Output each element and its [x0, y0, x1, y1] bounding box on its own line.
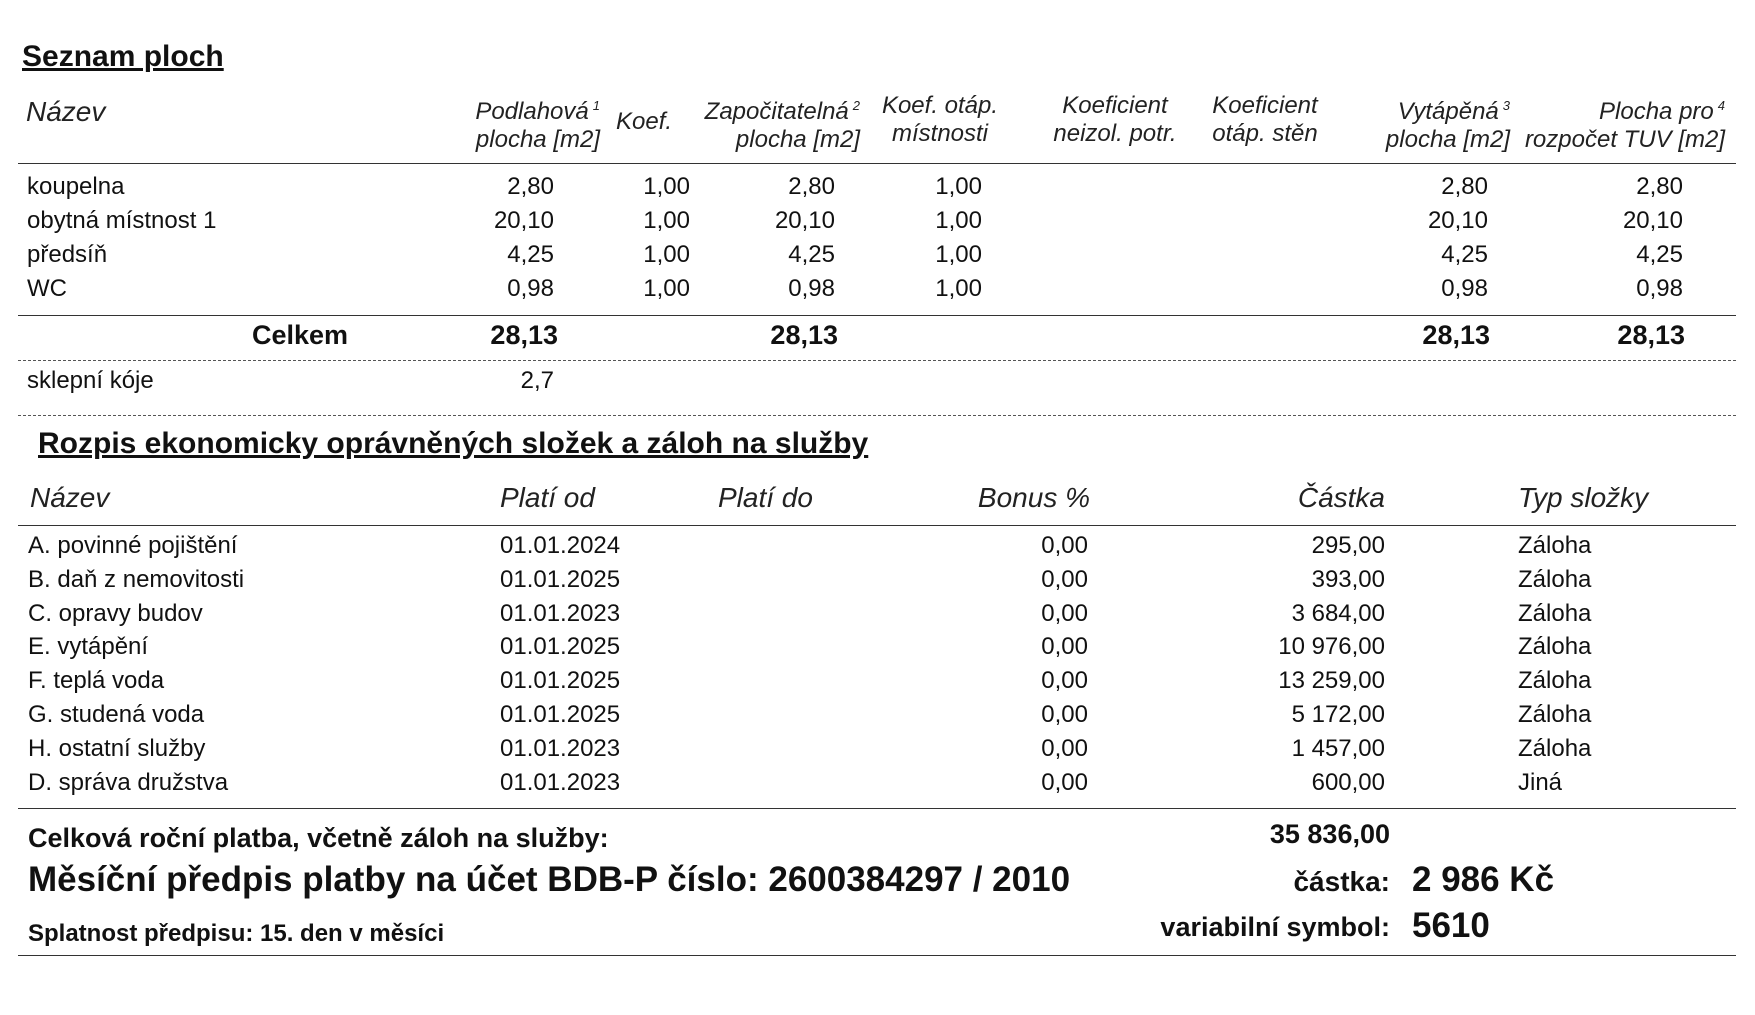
- services-cell-bonus: 0,00: [1041, 599, 1088, 627]
- areas-cell-heated: 0,98: [1441, 275, 1488, 302]
- services-cell-type: Záloha: [1518, 701, 1592, 728]
- services-cell-from: 01.01.2023: [500, 734, 621, 762]
- services-title: Rozpis ekonomicky oprávněných složek a záloh na služby: [38, 427, 869, 460]
- areas-header-tuv: Plocha pro $^4$ rozpočet TUV [m2]: [1524, 98, 1725, 153]
- areas-cell-name: WC: [27, 275, 67, 302]
- areas-total-heated: 28,13: [1422, 320, 1490, 350]
- services-cell-type: Záloha: [1518, 734, 1592, 762]
- areas-cell-heated: 4,25: [1441, 241, 1488, 268]
- services-header-bonus: Bonus %: [977, 482, 1090, 513]
- annual-total-value: 35 836,00: [1269, 819, 1390, 849]
- areas-header-koef: Koef.: [616, 108, 673, 135]
- services-cell-name: D. správa družstva: [28, 768, 229, 796]
- services-cell-amount: 13 259,00: [1278, 667, 1385, 695]
- areas-cell-heat: 1,00: [935, 173, 982, 200]
- services-cell-name: A. povinné pojištění: [28, 532, 238, 559]
- areas-header-name: Název: [26, 96, 106, 127]
- services-header-to: Platí do: [718, 482, 813, 513]
- services-cell-bonus: 0,00: [1041, 565, 1088, 593]
- areas-cell-heated: 20,10: [1427, 207, 1488, 234]
- areas-cell-floor: 0,98: [507, 275, 554, 302]
- areas-cell-count: 4,25: [788, 241, 835, 268]
- areas-cell-count: 2,80: [788, 173, 835, 200]
- services-cell-amount: 393,00: [1311, 565, 1385, 593]
- areas-header-heated: Vytápěná $^3$ plocha [m2]: [1385, 98, 1510, 153]
- areas-cellar-floor: 2,7: [520, 367, 554, 394]
- services-cell-type: Jiná: [1518, 768, 1563, 796]
- due-date-label: Splatnost předpisu: 15. den v měsíci: [28, 920, 445, 947]
- services-cell-type: Záloha: [1518, 599, 1592, 627]
- section-divider: [18, 415, 1736, 416]
- areas-title: Seznam ploch: [22, 40, 224, 73]
- services-header-name: Název: [30, 482, 110, 513]
- areas-cellar-divider: [18, 360, 1736, 361]
- areas-header-count: Započitatelná $^2$ plocha [m2]: [704, 98, 860, 153]
- services-cell-type: Záloha: [1518, 565, 1592, 593]
- areas-total-floor: 28,13: [490, 320, 558, 350]
- areas-header-neizol: Koeficient neizol. potr.: [1053, 92, 1177, 147]
- variable-symbol-label: variabilní symbol:: [1160, 912, 1390, 942]
- areas-cell-floor: 4,25: [507, 241, 554, 268]
- areas-header-divider: [18, 163, 1736, 164]
- services-cell-amount: 10 976,00: [1278, 633, 1385, 661]
- areas-header-heat: Koef. otáp. místnosti: [881, 92, 999, 147]
- variable-symbol-value: 5610: [1412, 906, 1490, 945]
- services-cell-bonus: 0,00: [1041, 532, 1088, 559]
- services-cell-type: Záloha: [1518, 667, 1592, 695]
- services-cell-type: Záloha: [1518, 633, 1592, 661]
- areas-cell-tuv: 4,25: [1636, 241, 1683, 268]
- services-cell-name: H. ostatní služby: [28, 734, 206, 762]
- services-header-amount: Částka: [1297, 482, 1385, 513]
- services-cell-from: 01.01.2025: [500, 701, 621, 728]
- services-header-from: Platí od: [500, 482, 595, 513]
- areas-cell-count: 20,10: [774, 207, 835, 234]
- amount-label: částka:: [1293, 866, 1390, 897]
- services-cell-name: E. vytápění: [28, 633, 149, 661]
- areas-cell-name: předsíň: [27, 241, 108, 268]
- services-cell-bonus: 0,00: [1041, 734, 1088, 762]
- areas-cell-koef: 1,00: [643, 173, 690, 200]
- areas-cell-name: obytná místnost 1: [27, 207, 217, 234]
- services-cell-from: 01.01.2025: [500, 565, 621, 593]
- areas-cell-koef: 1,00: [643, 241, 690, 268]
- areas-cell-tuv: 0,98: [1636, 275, 1683, 302]
- areas-cell-heat: 1,00: [935, 241, 982, 268]
- services-cell-amount: 600,00: [1311, 768, 1385, 796]
- services-cell-amount: 1 457,00: [1291, 734, 1385, 762]
- monthly-payment-label: Měsíční předpis platby na účet BDB-P číslo: 2600384297 / 2010: [28, 860, 1071, 899]
- services-cell-bonus: 0,00: [1041, 701, 1088, 728]
- services-cell-bonus: 0,00: [1041, 768, 1088, 796]
- services-cell-name: C. opravy budov: [28, 599, 203, 627]
- areas-cell-tuv: 20,10: [1622, 207, 1683, 234]
- areas-cellar-name: sklepní kóje: [27, 367, 154, 394]
- services-cell-from: 01.01.2025: [500, 633, 621, 661]
- services-footer-divider: [18, 808, 1736, 809]
- areas-total-divider: [18, 315, 1736, 316]
- services-cell-name: F. teplá voda: [28, 667, 165, 695]
- services-cell-from: 01.01.2025: [500, 667, 621, 695]
- areas-header-walls: Koeficient otáp. stěn: [1212, 92, 1318, 147]
- services-cell-from: 01.01.2024: [500, 532, 621, 559]
- services-cell-bonus: 0,00: [1041, 667, 1088, 695]
- services-header-divider: [18, 525, 1736, 526]
- areas-cell-tuv: 2,80: [1636, 173, 1683, 200]
- areas-cell-floor: 20,10: [493, 207, 554, 234]
- areas-cell-koef: 1,00: [643, 275, 690, 302]
- summary-bottom-divider: [18, 955, 1736, 956]
- areas-cell-count: 0,98: [788, 275, 835, 302]
- areas-total-count: 28,13: [770, 320, 838, 350]
- areas-cell-heat: 1,00: [935, 207, 982, 234]
- services-cell-name: G. studená voda: [28, 701, 205, 728]
- services-cell-amount: 3 684,00: [1291, 599, 1385, 627]
- areas-total-tuv: 28,13: [1617, 320, 1685, 350]
- services-cell-type: Záloha: [1518, 532, 1592, 559]
- areas-cell-heat: 1,00: [935, 275, 982, 302]
- services-cell-from: 01.01.2023: [500, 599, 621, 627]
- services-cell-amount: 295,00: [1311, 532, 1385, 559]
- areas-cell-heated: 2,80: [1441, 173, 1488, 200]
- annual-total-label: Celková roční platba, včetně záloh na služby:: [28, 823, 609, 853]
- areas-header-floor: Podlahová $^1$ plocha [m2]: [475, 98, 600, 153]
- services-cell-from: 01.01.2023: [500, 768, 621, 796]
- services-header-type: Typ složky: [1518, 482, 1649, 513]
- services-cell-amount: 5 172,00: [1291, 701, 1385, 728]
- amount-value: 2 986 Kč: [1412, 860, 1555, 899]
- areas-total-label: Celkem: [252, 320, 349, 350]
- areas-cell-koef: 1,00: [643, 207, 690, 234]
- services-cell-name: B. daň z nemovitosti: [28, 565, 245, 593]
- services-cell-bonus: 0,00: [1041, 633, 1088, 661]
- areas-cell-floor: 2,80: [507, 173, 554, 200]
- areas-cell-name: koupelna: [27, 173, 125, 200]
